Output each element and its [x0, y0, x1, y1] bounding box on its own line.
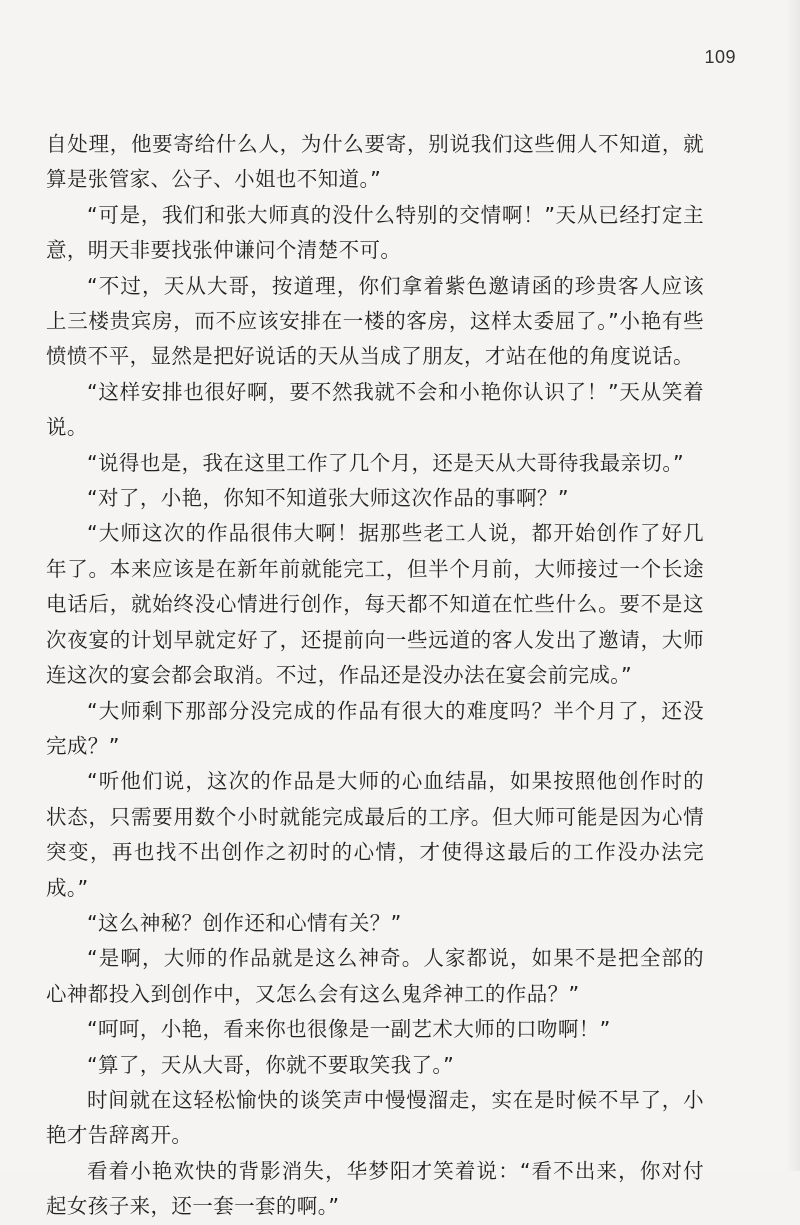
paragraph: “大师剩下那部分没完成的作品有很大的难度吗？半个月了，还没完成？”: [46, 698, 704, 758]
paragraph: 自处理，他要寄给什么人，为什么要寄，别说我们这些佣人不知道，就算是张管家、公子、小姐也不知道。”: [46, 132, 704, 192]
page-edge-shadow: [786, 0, 800, 1171]
paragraph: 时间就在这轻松愉快的谈笑声中慢慢溜走，实在是时候不早了，小艳才告辞离开。: [46, 1087, 704, 1148]
paragraph: “大师这次的作品很伟大啊！据那些老工人说，都开始创作了好几年了。本来应该是在新年前就能完工，但半个月前，大师接过一个长途电话后，就始终没心情进行创作，每天都不知道在忙些什么。要不是这次夜宴的计划早就定好了，还提前向一些远道的客人发出了邀请，大师连这次的宴会都会取消。不过，作品还是没办法在宴会前完成。”: [46, 521, 704, 688]
paragraph: “呵呵，小艳，看来你也很像是一副艺术大师的口吻啊！”: [87, 1017, 611, 1042]
body-text: [46, 127, 704, 1225]
paragraph: “对了，小艳，你知不知道张大师这次作品的事啊？”: [87, 486, 569, 511]
page-number: 109: [704, 47, 736, 67]
paragraph: “算了，天从大哥，你就不要取笑我了。”: [87, 1052, 455, 1077]
paragraph: “是啊，大师的作品就是这么神奇。人家都说，如果不是把全部的心神都投入到创作中，又怎么会有这么鬼斧神工的作品？”: [46, 946, 704, 1006]
paragraph: 看着小艳欢快的背影消失，华梦阳才笑着说：“看不出来，你对付起女孩子来，还一套一套的啊。”: [46, 1158, 704, 1219]
paragraph: “听他们说，这次的作品是大师的心血结晶，如果按照他创作时的状态，只需要用数个小时就能完成最后的工序。但大师可能是因为心情突变，再也找不出创作之初时的心情，才使得这最后的工作没办法完成。”: [46, 769, 704, 900]
paragraph: “可是，我们和张大师真的没什么特别的交情啊！”天从已经打定主意，明天非要找张仲谦问个清楚不可。: [46, 202, 704, 263]
paragraph: “说得也是，我在这里工作了几个月，还是天从大哥待我最亲切。”: [87, 450, 684, 475]
paragraph: “这样安排也很好啊，要不然我就不会和小艳你认识了！”天从笑着说。: [46, 379, 704, 440]
paragraph: “不过，天从大哥，按道理，你们拿着紫色邀请函的珍贵客人应该上三楼贵宾房，而不应该安排在一楼的客房，这样太委屈了。”小艳有些愤愤不平，显然是把好说话的天从当成了朋友，才站在他的角度说话。: [46, 273, 704, 369]
paragraph: “这么神秘？创作还和心情有关？”: [87, 910, 402, 935]
